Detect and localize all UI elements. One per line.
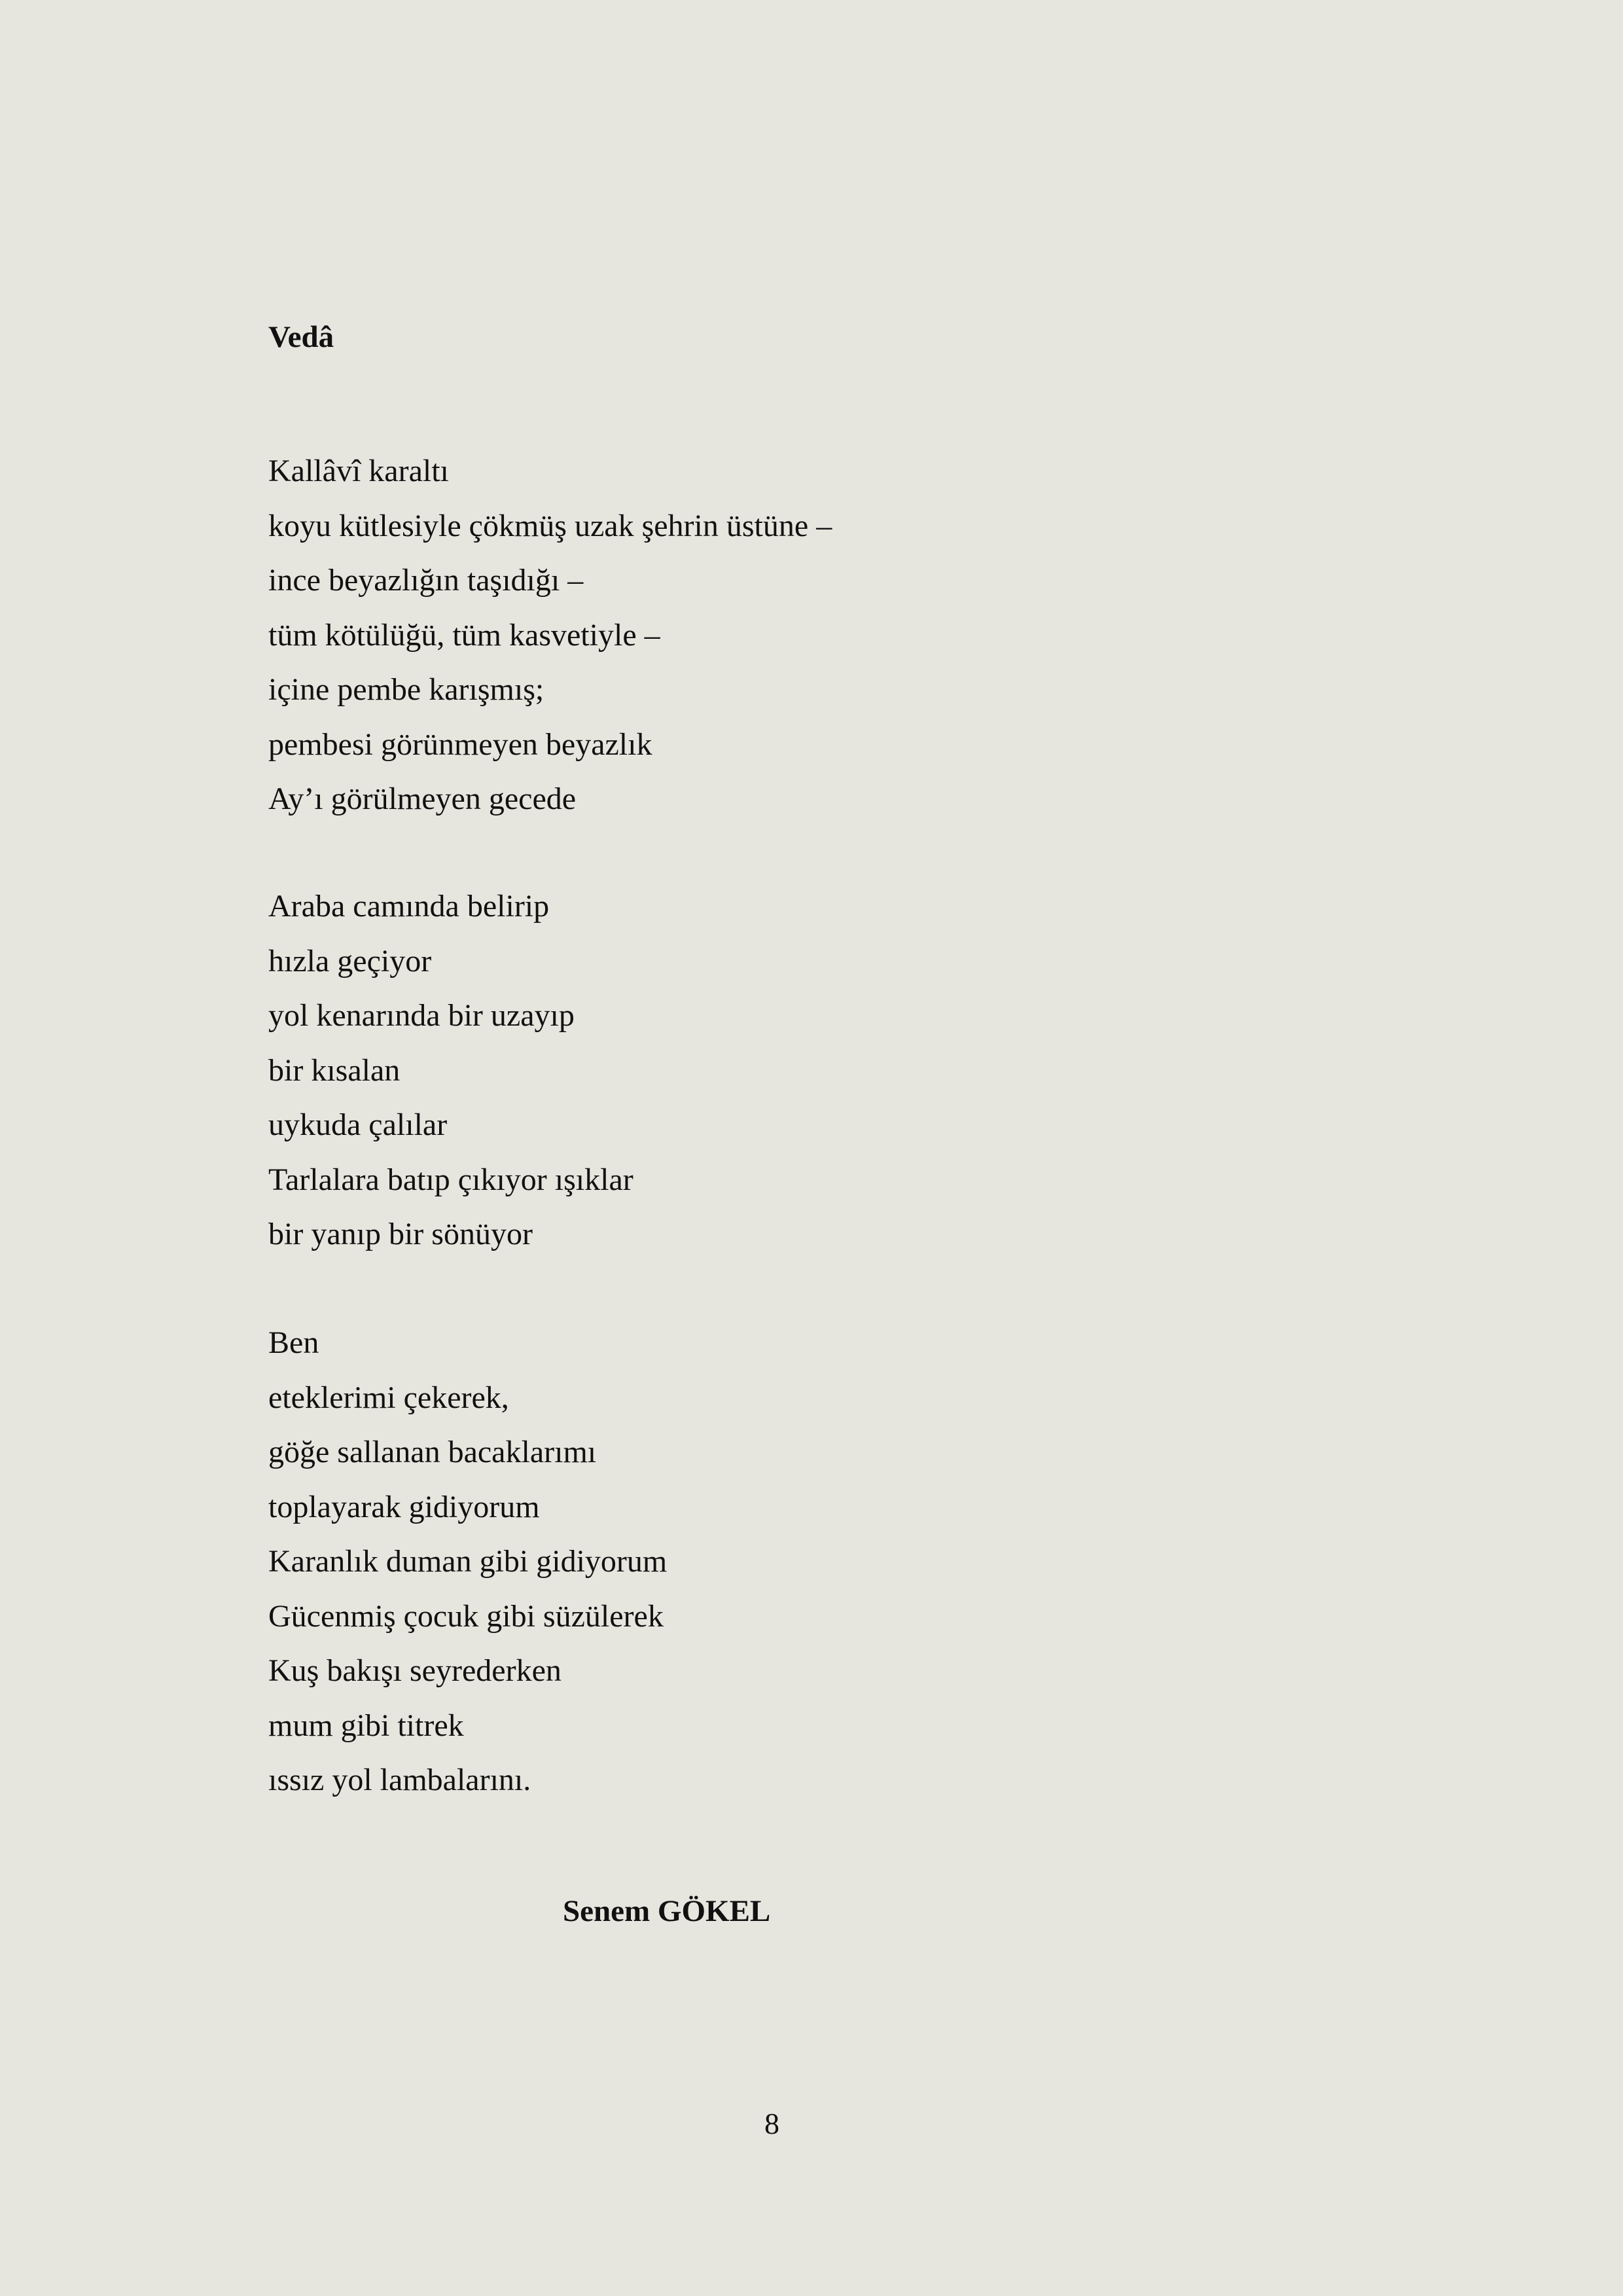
poem-line: Ben [268, 1325, 319, 1360]
author-signature: Senem GÖKEL [563, 1894, 771, 1928]
poem-title: Vedâ [268, 320, 334, 354]
poem-line: pembesi görünmeyen beyazlık [268, 726, 652, 762]
poem-line: eteklerimi çekerek, [268, 1380, 509, 1415]
stanza-3 [268, 1316, 667, 1808]
poem-line: ince beyazlığın taşıdığı – [268, 563, 584, 598]
poem-line: koyu kütlesiyle çökmüş uzak şehrin üstüne – [268, 508, 832, 543]
poem-line: Tarlalara batıp çıkıyor ışıklar [268, 1162, 633, 1197]
poem-line: içine pembe karışmış; [268, 672, 544, 707]
poem-line: Kallâvî karaltı [268, 454, 449, 488]
poem-line: Araba camında belirip [268, 889, 550, 924]
stanza-2 [268, 879, 633, 1262]
poem-line: Ay’ı görülmeyen gecede [268, 781, 577, 816]
poem-line: mum gibi titrek [268, 1708, 464, 1743]
poem-line: bir kısalan [268, 1052, 401, 1088]
poem-line: yol kenarında bir uzayıp [268, 998, 575, 1033]
poem-line: hızla geçiyor [268, 943, 432, 978]
poem-line: ıssız yol lambalarını. [268, 1763, 531, 1797]
poem-line: toplayarak gidiyorum [268, 1489, 540, 1524]
poem-line: tüm kötülüğü, tüm kasvetiyle – [268, 617, 660, 653]
poem-line: uykuda çalılar [268, 1107, 448, 1142]
poem-line: Kuş bakışı seyrederken [268, 1653, 562, 1688]
poem-line: Gücenmiş çocuk gibi süzülerek [268, 1598, 664, 1634]
poem-line: göğe sallanan bacaklarımı [268, 1435, 597, 1469]
poem-line: bir yanıp bir sönüyor [268, 1217, 533, 1251]
poem-line: Karanlık duman gibi gidiyorum [268, 1544, 668, 1579]
page-number: 8 [764, 2107, 779, 2140]
stanza-1 [268, 444, 832, 827]
